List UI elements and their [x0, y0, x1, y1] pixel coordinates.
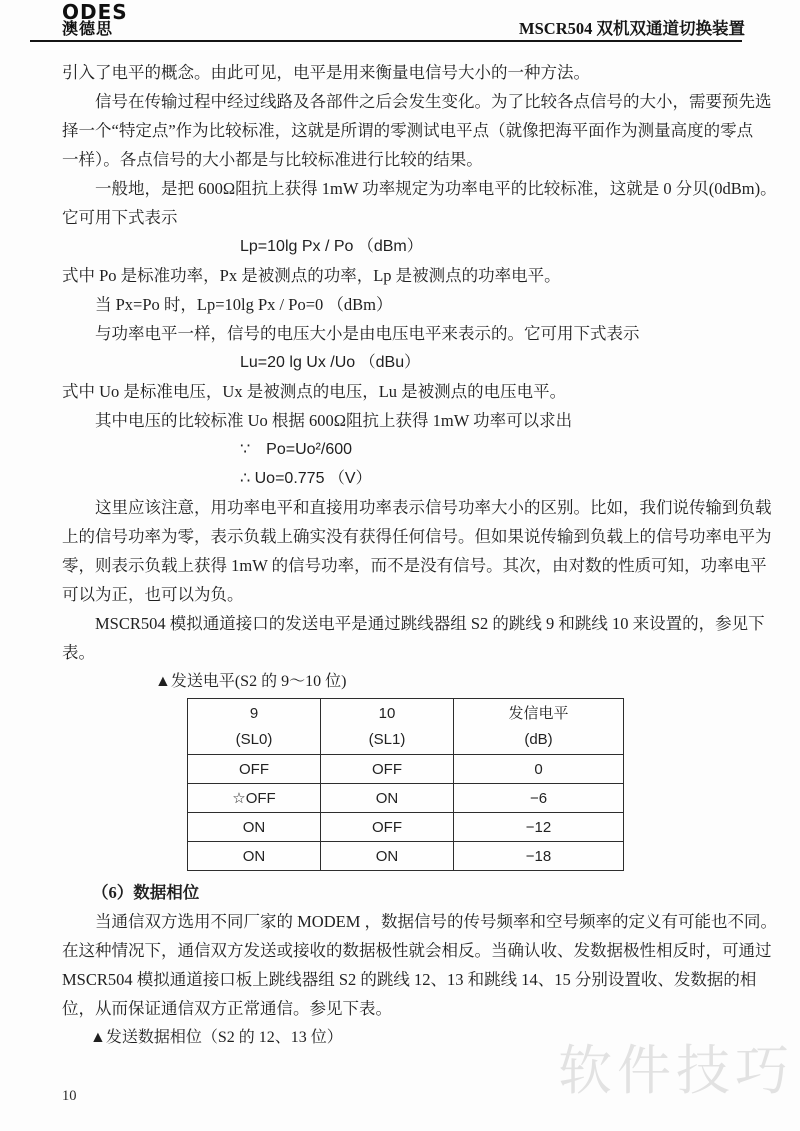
- body-line: 可以为正，也可以为负。: [62, 585, 244, 604]
- odes-logo: [62, 0, 128, 39]
- table-cell: −12: [454, 813, 624, 842]
- table-header-cell: 10 (SL1): [321, 699, 454, 755]
- body-line: 当 Px=Po 时，Lp=10lg Px / Po=0 （dBm）: [95, 295, 393, 314]
- body-line: 上的信号功率为零，表示负载上确实没有获得任何信号。但如果说传输到负载上的信号功率电平为: [62, 527, 772, 546]
- body-line: 一般地，是把 600Ω阻抗上获得 1mW 功率规定为功率电平的比较标准，这就是 0 分贝(0dBm)。: [95, 179, 777, 198]
- formula-because: ∵ Po=Uo²/600: [240, 441, 353, 458]
- body-line: 式中 Po 是标准功率，Px 是被测点的功率，Lp 是被测点的功率电平。: [62, 266, 561, 285]
- body-line: 与功率电平一样，信号的电压大小是由电压电平来表示的。它可用下式表示: [95, 324, 640, 343]
- formula-therefore: ∴ Uo=0.775 （V）: [240, 470, 372, 487]
- table-header-row: [188, 699, 624, 755]
- section-heading-data-phase: （6）数据相位: [92, 883, 200, 902]
- body-line: 引入了电平的概念。由此可见，电平是用来衡量电信号大小的一种方法。: [62, 63, 590, 82]
- body-line: 信号在传输过程中经过线路及各部件之后会发生变化。为了比较各点信号的大小，需要预先选: [95, 92, 772, 111]
- table-cell: 0: [454, 755, 624, 784]
- table-cell: ON: [321, 842, 454, 871]
- formula-voltage-level: Lu=20 lg Ux /Uo （dBu）: [240, 354, 421, 371]
- table-cell: −18: [454, 842, 624, 871]
- body-line: 位，从而保证通信双方正常通信。参见下表。: [62, 999, 392, 1018]
- table-cell: OFF: [188, 755, 321, 784]
- watermark: 软件技巧: [558, 1041, 794, 1101]
- table-row: [188, 784, 624, 813]
- body-line: 其中电压的比较标准 Uo 根据 600Ω阻抗上获得 1mW 功率可以求出: [95, 411, 573, 430]
- page-header: [62, 0, 745, 39]
- body-line: 零，则表示负载上获得 1mW 的信号功率，而不是没有信号。其次，由对数的性质可知，功率电平: [62, 556, 767, 575]
- table-row: [188, 813, 624, 842]
- logo-text: ODES: [62, 0, 128, 25]
- body-line: MSCR504 模拟通道接口的发送电平是通过跳线器组 S2 的跳线 9 和跳线 10 来设置的，参见下: [95, 614, 765, 633]
- table-cell: ☆OFF: [188, 784, 321, 813]
- body-line: 表。: [62, 643, 95, 662]
- table-cell: ON: [321, 784, 454, 813]
- document-title: MSCR504 双机双通道切换装置: [519, 19, 745, 38]
- table-row: [188, 842, 624, 871]
- table-row: [188, 755, 624, 784]
- table-cell: −6: [454, 784, 624, 813]
- formula-power-level: Lp=10lg Px / Po （dBm）: [240, 238, 423, 255]
- body-line: 在这种情况下，通信双方发送或接收的数据极性就会相反。当确认收、发数据极性相反时，可通过: [62, 941, 772, 960]
- body-line: 择一个“特定点”作为比较标准，这就是所谓的零测试电平点（就像把海平面作为测量高度的零点: [62, 121, 754, 140]
- body-line: 它可用下式表示: [62, 208, 178, 227]
- body-line: 这里应该注意，用功率电平和直接用功率表示信号功率大小的区别。比如，我们说传输到负载: [95, 498, 772, 517]
- page-number: 10: [62, 1088, 77, 1104]
- body-line: 一样）。各点信号的大小都是与比较标准进行比较的结果。: [62, 150, 483, 169]
- send-level-table: [187, 698, 624, 871]
- table-cell: OFF: [321, 755, 454, 784]
- table-caption-send-level: ▲发送电平(S2 的 9～10 位): [155, 673, 347, 690]
- body-line: 当通信双方选用不同厂家的 MODEM ，数据信号的传号频率和空号频率的定义有可能也不同。: [95, 912, 778, 931]
- body-line: MSCR504 模拟通道接口板上跳线器组 S2 的跳线 12、13 和跳线 14、15 分别设置收、发数据的相: [62, 970, 757, 989]
- table-header-cell: 发信电平 (dB): [454, 699, 624, 755]
- table-cell: ON: [188, 813, 321, 842]
- body-content: [62, 58, 778, 1052]
- table-header-cell: 9 (SL0): [188, 699, 321, 755]
- header-rule: [30, 40, 742, 42]
- table-caption-send-data-phase: ▲发送数据相位（S2 的 12、13 位）: [90, 1029, 343, 1046]
- logo-subtext: 澳德思: [62, 21, 114, 38]
- table-cell: OFF: [321, 813, 454, 842]
- table-cell: ON: [188, 842, 321, 871]
- body-line: 式中 Uo 是标准电压，Ux 是被测点的电压，Lu 是被测点的电压电平。: [62, 382, 567, 401]
